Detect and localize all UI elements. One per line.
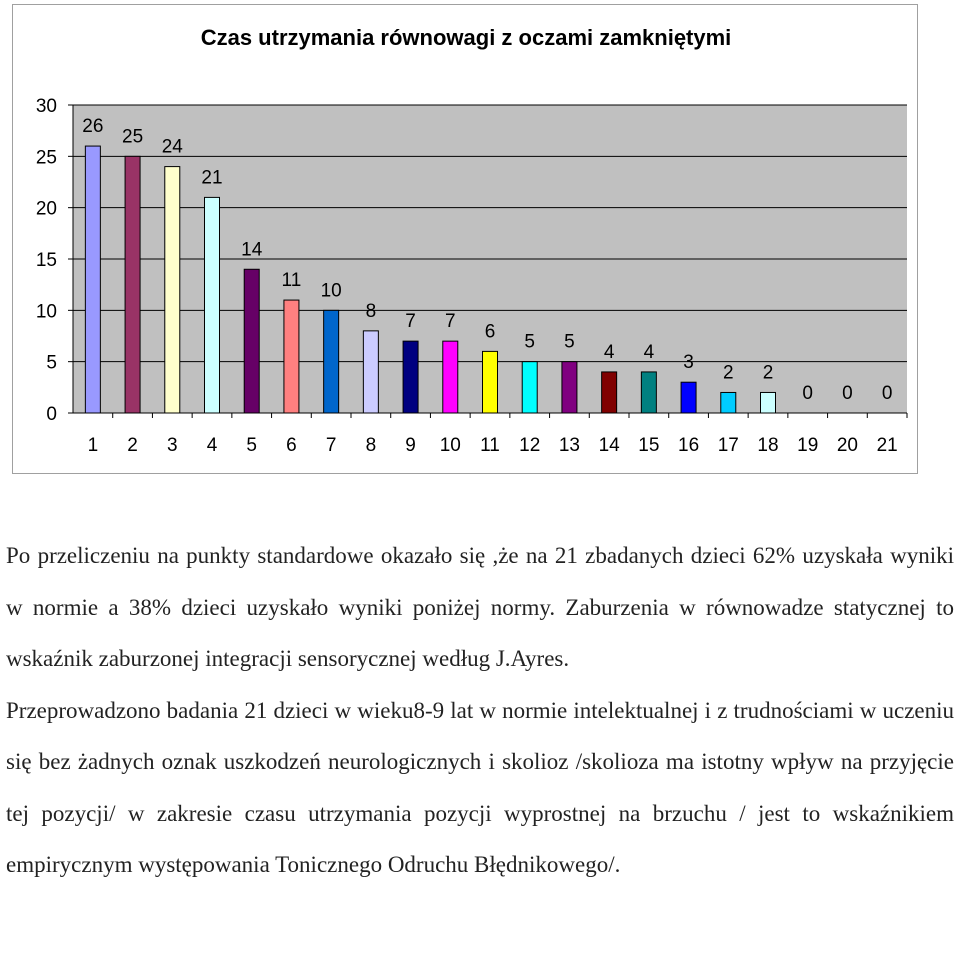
data-label: 2 (722, 362, 734, 384)
x-tick-label: 19 (797, 435, 819, 456)
x-tick-label: 5 (246, 435, 258, 456)
bar-chart (13, 5, 919, 475)
data-label: 24 (161, 136, 183, 158)
data-label: 2 (762, 362, 774, 384)
bar (403, 341, 418, 413)
x-tick-label: 7 (325, 435, 337, 456)
bar (761, 392, 776, 413)
chart-title: Czas utrzymania równowagi z oczami zamkniętymi (200, 25, 732, 50)
y-tick-label: 15 (35, 250, 57, 271)
data-label: 4 (603, 341, 615, 363)
data-label: 7 (405, 311, 416, 333)
x-tick-label: 13 (558, 435, 580, 456)
data-label: 25 (122, 126, 144, 148)
data-label: 0 (881, 383, 893, 404)
x-tick-label: 3 (166, 435, 178, 456)
data-label: 14 (241, 239, 263, 261)
y-tick-label: 20 (35, 198, 57, 220)
x-tick-label: 15 (638, 435, 660, 456)
bar (363, 331, 378, 413)
bar (721, 392, 736, 413)
bar (85, 146, 100, 413)
y-tick-label: 10 (35, 301, 57, 323)
chart-frame (12, 4, 918, 474)
x-tick-label: 18 (757, 435, 779, 456)
x-tick-label: 1 (87, 435, 99, 456)
data-label: 10 (320, 280, 342, 302)
bar (284, 300, 299, 413)
bar (244, 269, 259, 413)
data-label: 26 (82, 116, 104, 138)
bar (641, 372, 656, 413)
y-tick-label: 0 (46, 404, 57, 425)
y-tick-label: 25 (35, 147, 57, 169)
x-tick-label: 20 (836, 435, 858, 456)
bar (562, 362, 577, 413)
data-label: 5 (524, 331, 536, 353)
data-label: 0 (842, 383, 853, 404)
x-tick-label: 9 (405, 435, 416, 456)
x-tick-label: 12 (519, 435, 541, 456)
x-tick-label: 10 (439, 435, 461, 456)
x-tick-label: 14 (598, 435, 620, 456)
text-block (6, 530, 954, 891)
data-label: 11 (281, 270, 302, 292)
data-label: 4 (643, 341, 655, 363)
data-label: 3 (683, 352, 694, 374)
x-tick-label: 17 (717, 435, 739, 456)
x-tick-label: 8 (365, 435, 377, 456)
data-label: 7 (444, 311, 456, 333)
bar (602, 372, 617, 413)
bar (443, 341, 458, 413)
x-tick-label: 16 (678, 435, 700, 456)
bar (165, 167, 180, 413)
x-tick-label: 21 (876, 435, 898, 456)
bar (522, 362, 537, 413)
bar (125, 156, 140, 413)
paragraph-results: Po przeliczeniu na punkty standardowe okazało się ,że na 21 zbadanych dzieci 62% uzyskała wyniki w normie a 38% dzieci uzyskało wyniki poniżej normy. Zaburzenia w równowadze statycznej to wskaźnik zaburzonej integracji sensorycznej według J.Ayres. (6, 543, 954, 671)
data-label: 6 (484, 321, 496, 343)
x-tick-label: 6 (286, 435, 297, 456)
data-label: 5 (564, 331, 575, 353)
data-label: 8 (365, 300, 377, 322)
data-label: 21 (201, 167, 223, 189)
paragraph-study: Przeprowadzono badania 21 dzieci w wieku8-9 lat w normie intelektualnej i z trudnościami w uczeniu się bez żadnych oznak uszkodzeń neurologicznych i skolioz /skolioza ma istotny wpływ na przyjęcie tej pozycji/ w zakresie czasu utrzymania pozycji wyprostnej na brzuchu / jest to wskaźnikiem empirycznym występowania Tonicznego Odruchu Błędnikowego/. (6, 697, 954, 877)
y-tick-label: 30 (35, 96, 57, 117)
bar (205, 197, 220, 413)
bar (681, 382, 696, 413)
x-tick-label: 2 (127, 435, 138, 456)
bar (483, 351, 498, 413)
x-tick-label: 4 (206, 435, 218, 456)
data-label: 0 (802, 383, 814, 404)
bar (324, 310, 339, 413)
x-tick-label: 11 (480, 435, 500, 456)
y-tick-label: 5 (46, 352, 57, 374)
